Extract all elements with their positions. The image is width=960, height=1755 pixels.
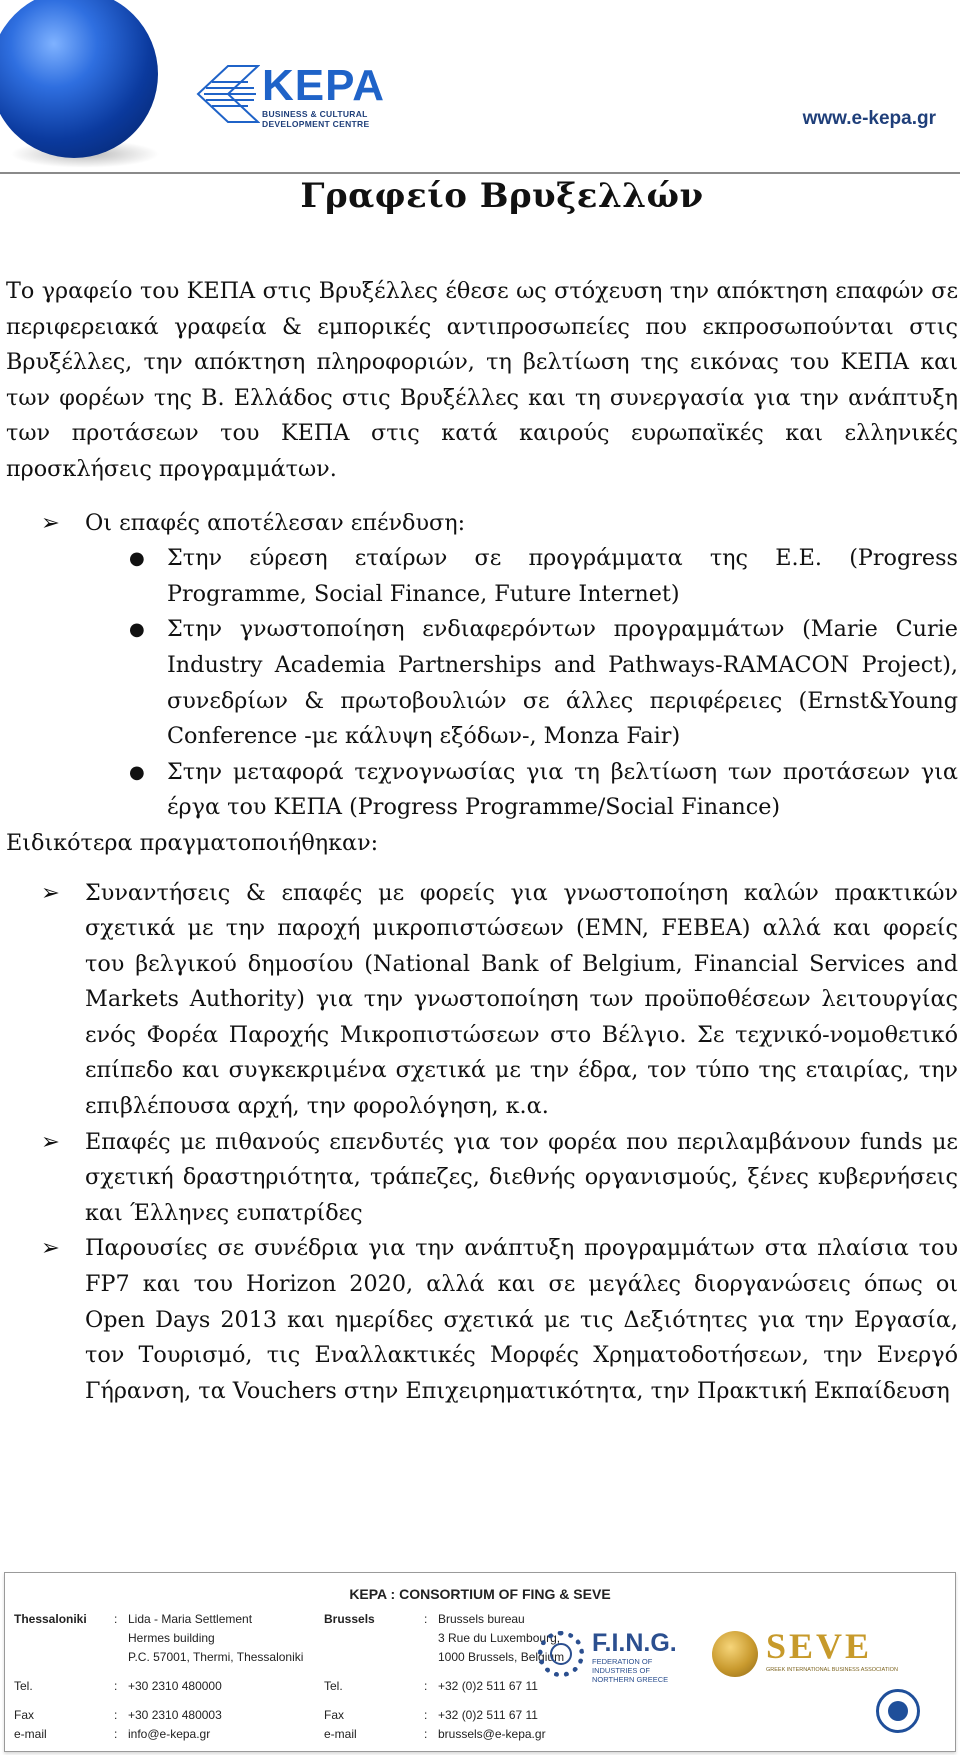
fax-value: +32 (0)2 511 67 11 <box>438 1708 538 1722</box>
specifically-heading: Ειδικότερα πραγματοποιήθηκαν: <box>6 829 379 856</box>
list-item <box>6 876 958 1125</box>
list-item-text: Επαφές με πιθανούς επενδυτές για τον φορέα που περιλαμβάνουν funds με σχετική δραστηριότητα, τράπεζες, διεθνής οργανισμούς, ξένες κυβερνήσεις και Έλληνες ευπατρίδες <box>85 1128 958 1226</box>
seve-logo <box>712 1627 922 1687</box>
address-line: 1000 Brussels, Belgium <box>438 1650 565 1664</box>
bullet-dot-icon: ● <box>129 761 145 783</box>
list-item <box>6 541 958 612</box>
seve-coin-icon <box>712 1631 758 1677</box>
list-item-text: Στην μεταφορά τεχνογνωσίας για τη βελτίωση των προτάσεων για έργα του ΚΕΠΑ (Progress Programme/Social Finance) <box>167 758 958 821</box>
fing-sub-line: FEDERATION OF <box>592 1657 653 1666</box>
email-link[interactable]: info@e-kepa.gr <box>128 1727 211 1741</box>
kepa-logo <box>196 61 436 129</box>
page-title: Γραφείο Βρυξελλών <box>300 176 704 216</box>
seve-name: SEVE <box>766 1626 873 1666</box>
footer-title: KEPA : CONSORTIUM OF FING & SEVE <box>349 1586 611 1602</box>
investment-items <box>6 541 958 826</box>
list-item-text: Συναντήσεις & επαφές με φορείς για γνωστοποίηση καλών πρακτικών σχετικά με την παροχή μικροπιστώσεων (EMN, FEBEA) αλλά και φορείς του βελγικού δημοσίου (National Bank of Belgium, Financial Services and Markets Authority) για την γνωστοποίηση των προϋποθέσεων λειτουργίας ενός Φορέα Παροχής Μικροπιστώσεων στο Βέλγιο. Σε τεχνικό-νομοθετικό επίπεδο και συγκεκριμένα σχετικά με την έδρα, τον τύπο της εταιρίας, την επιβλέπουσα αρχή, την φορολόγηση, κ.α. <box>85 879 958 1120</box>
kepa-logo-sub-line2: DEVELOPMENT CENTRE <box>262 119 370 129</box>
investment-list <box>6 506 958 542</box>
letterhead-footer <box>0 1572 960 1755</box>
email-link[interactable]: brussels@e-kepa.gr <box>438 1727 546 1741</box>
intro-paragraph: Το γραφείο του ΚΕΠΑ στις Βρυξέλλες έθεσε ως στόχευση την απόκτηση επαφών σε περιφερειακά γραφεία & εμπορικές αντιπροσωπείες που εκπροσωπούνται στις Βρυξέλλες, την απόκτηση πληροφοριών, τη βελτίωση της εικόνας του ΚΕΠΑ και των φορέων της Β. Ελλάδος στις Βρυξέλλες και τη συνεργασία για την ανάπτυξη των προτάσεων του ΚΕΠΑ στις κατά καιρούς ευρωπαϊκές και ελληνικές προσκλήσεις προγραμμάτων. <box>6 278 958 482</box>
activities-list <box>6 876 958 1410</box>
fing-subtitle <box>592 1657 668 1684</box>
blue-sphere-graphic <box>0 0 158 158</box>
investment-heading-item <box>6 506 958 542</box>
seve-subtitle: GREEK INTERNATIONAL BUSINESS ASSOCIATION <box>766 1667 898 1673</box>
thessaloniki-contact: Thessaloniki : Lida - Maria Settlement Hermes building P.C. 57001, Thermi, Thessaloniki Tel. : +30 2310 480000 Fax : +30 2310 480003 e-mail : info@e-kepa.gr <box>14 1610 303 1744</box>
kepa-logo-subtitle <box>262 109 369 129</box>
list-item-text: Στην γνωστοποίηση ενδιαφερόντων προγραμμάτων (Marie Curie Industry Academia Partnerships and Pathways-RAMACON Project), συνεδρίων & πρωτοβουλιών σε άλλες περιφέρειες (Ernst&Young Conference -με κάλυψη εξόδων-, Monza Fair) <box>167 616 958 750</box>
address-line: Hermes building <box>128 1631 215 1645</box>
kepa-logo-mark-icon <box>196 64 260 124</box>
kepa-logo-sub-line1: BUSINESS & CULTURAL <box>262 109 368 119</box>
arrow-bullet-icon: ➢ <box>41 509 60 536</box>
fax-value: +30 2310 480003 <box>128 1708 222 1722</box>
address-line: Brussels bureau <box>438 1612 525 1626</box>
kepa-logo-name: KEPA <box>262 61 385 110</box>
arrow-bullet-icon: ➢ <box>41 1128 60 1155</box>
tel-value: +32 (0)2 511 67 11 <box>438 1679 538 1693</box>
tel-value: +30 2310 480000 <box>128 1679 222 1693</box>
document-body <box>6 274 958 1409</box>
header-divider <box>0 172 960 174</box>
address-line: P.C. 57001, Thermi, Thessaloniki <box>128 1650 304 1664</box>
letterhead <box>0 0 960 175</box>
fing-sub-line: NORTHERN GREECE <box>592 1675 669 1684</box>
fing-sub-line: INDUSTRIES OF <box>592 1666 650 1675</box>
bullet-dot-icon: ● <box>129 619 145 641</box>
website-url: www.e-kepa.gr <box>802 108 936 129</box>
fax-label: Fax <box>14 1708 35 1722</box>
fing-gear-inner <box>550 1643 572 1665</box>
arrow-bullet-icon: ➢ <box>41 1235 60 1262</box>
thessaloniki-label: Thessaloniki <box>14 1612 87 1626</box>
fing-logo <box>538 1627 678 1687</box>
email-label: e-mail <box>14 1727 47 1741</box>
brussels-label: Brussels <box>324 1612 375 1626</box>
list-item <box>6 612 958 754</box>
address-line: 3 Rue du Luxembourg, <box>438 1631 561 1645</box>
list-item-text: Παρουσίες σε συνέδρια για την ανάπτυξη προγραμμάτων στα πλαίσια του FP7 και του Horizon 2020, αλλά και σε μεγάλες διοργανώσεις όπως οι Open Days 2013 και ημερίδες σχετικά με τις Δεξιότητες για την Εργασία, τον Τουρισμό, τις Εναλλακτικές Μορφές Χρηματοδοτήσεων, την Ενεργό Γήρανση, τα Vouchers στην Επιχειρηματικότητα, την Πρακτική Εκπαίδευση <box>85 1235 958 1404</box>
bullet-dot-icon: ● <box>129 548 145 570</box>
email-label: e-mail <box>324 1727 357 1741</box>
tel-label: Tel. <box>14 1679 33 1693</box>
brussels-contact: Brussels : Brussels bureau 3 Rue du Luxembourg, 1000 Brussels, Belgium Tel. : +32 (0)2 511 67 11 Fax : +32 (0)2 511 67 11 e-mail : brussels@e-kepa.gr <box>324 1610 564 1744</box>
address-line: Lida - Maria Settlement <box>128 1612 253 1626</box>
list-item-text: Στην εύρεση εταίρων σε προγράμματα της Ε.Ε. (Progress Programme, Social Finance, Future Internet) <box>167 545 958 607</box>
fing-name: F.I.N.G. <box>592 1629 677 1657</box>
certification-seal-icon <box>876 1689 920 1733</box>
list-item <box>6 1231 958 1409</box>
list-item <box>6 1125 958 1232</box>
investment-heading: Οι επαφές αποτέλεσαν επένδυση: <box>85 509 466 536</box>
list-item <box>6 755 958 826</box>
fax-label: Fax <box>324 1708 345 1722</box>
arrow-bullet-icon: ➢ <box>41 879 60 906</box>
tel-label: Tel. <box>324 1679 343 1693</box>
